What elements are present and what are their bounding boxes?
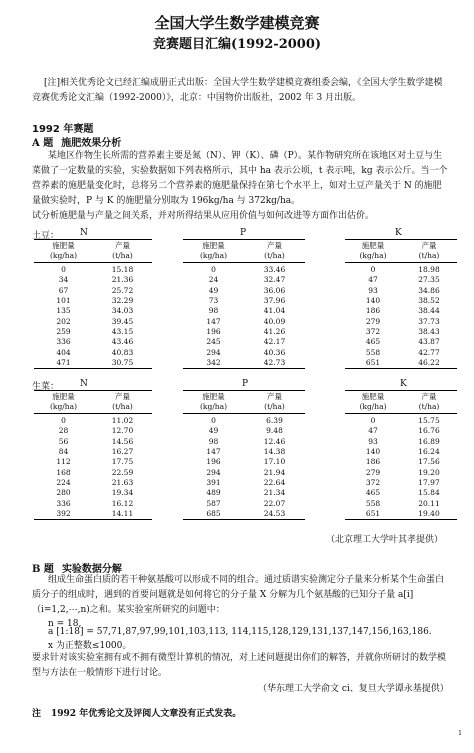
table-row xyxy=(34,275,152,285)
table-row xyxy=(345,426,457,436)
fertilizer-cell: 84 xyxy=(58,447,69,457)
yield-cell: 46.22 xyxy=(418,357,440,367)
fertilizer-cell: 651 xyxy=(365,357,381,367)
fertilizer-cell: 168 xyxy=(56,467,71,477)
fertilizer-cell: 259 xyxy=(56,326,71,336)
header-yield-line2: (t/ha) xyxy=(264,251,285,260)
header-fertilizer-line2: (kg/ha) xyxy=(199,251,228,260)
fertilizer-cell: 140 xyxy=(365,296,381,306)
fertilizer-cell: 93 xyxy=(368,285,378,295)
table-row xyxy=(183,447,305,457)
table-row xyxy=(183,263,305,276)
table-row xyxy=(345,286,457,296)
fertilizer-cell: 465 xyxy=(365,488,381,498)
yield-cell: 32.47 xyxy=(263,275,286,285)
table-row xyxy=(345,347,457,357)
table-row xyxy=(183,426,305,436)
table-row xyxy=(34,447,152,457)
potato-p-label: P xyxy=(240,228,247,238)
header-fertilizer-line1: 施肥量 xyxy=(361,392,385,401)
fertilizer-cell: 245 xyxy=(206,337,221,347)
table-row xyxy=(345,306,457,316)
header-fertilizer xyxy=(183,391,244,414)
problem-a-text-2: 试分析施肥量与产量之间关系，并对所得结果从应用价值与如何改进等方面作出估价。 xyxy=(32,211,375,221)
header-fertilizer-line2: (kg/ha) xyxy=(359,251,387,260)
fertilizer-cell: 489 xyxy=(206,488,221,498)
yield-cell: 27.35 xyxy=(418,275,440,285)
table-row xyxy=(34,498,152,508)
table-row xyxy=(34,488,152,498)
footnote-text: 1992 年优秀论文及评阅人文章没有正式发表。 xyxy=(51,709,242,719)
formula-n: n = 18, xyxy=(48,619,82,629)
header-yield-line1: 产量 xyxy=(421,392,437,401)
potato-k-table xyxy=(345,239,457,369)
yield-cell: 22.64 xyxy=(263,477,286,487)
header-fertilizer-line2: (kg/ha) xyxy=(49,402,78,411)
table-row xyxy=(34,286,152,296)
yield-cell: 16.76 xyxy=(418,426,440,436)
table-row xyxy=(34,316,152,326)
table-row xyxy=(183,306,305,316)
yield-cell: 34.86 xyxy=(418,285,440,295)
fertilizer-cell: 294 xyxy=(206,347,221,357)
yield-cell: 16.27 xyxy=(111,447,134,457)
header-yield-line1: 产量 xyxy=(115,241,130,250)
fertilizer-cell: 202 xyxy=(56,316,71,326)
header-fertilizer xyxy=(345,391,401,414)
problem-a-heading xyxy=(32,134,121,149)
yield-cell: 38.43 xyxy=(418,326,440,336)
header-fertilizer-line1: 施肥量 xyxy=(361,241,385,250)
problem-b-name: 实验数据分解 xyxy=(61,564,122,575)
header-yield-line1: 产量 xyxy=(421,241,437,250)
lettuce-n-table xyxy=(34,390,152,520)
publication-note: [注]相关优秀论文已经汇编成册正式出版：全国大学生数学建模竞赛组委会编，《全国大学生数学建模竞赛优秀论文汇编（1992-2000）》，北京：中国物价出版社，2002 年 3 月出版。 xyxy=(32,78,443,103)
fertilizer-cell: 47 xyxy=(368,426,378,436)
yield-cell: 36.06 xyxy=(263,285,286,295)
yield-cell: 12.70 xyxy=(111,426,134,436)
table-row xyxy=(34,296,152,306)
yield-cell: 21.63 xyxy=(111,477,134,487)
table-row xyxy=(34,437,152,447)
header-fertilizer-line2: (kg/ha) xyxy=(199,402,228,411)
header-yield xyxy=(244,391,305,414)
header-fertilizer-line1: 施肥量 xyxy=(52,392,75,401)
header-fertilizer-line1: 施肥量 xyxy=(202,392,225,401)
table-row xyxy=(183,457,305,467)
header-yield xyxy=(401,391,457,414)
table-row xyxy=(345,358,457,369)
fertilizer-cell: 280 xyxy=(56,488,71,498)
fertilizer-cell: 294 xyxy=(206,467,221,477)
header-yield xyxy=(93,391,152,414)
lettuce-label: 生菜： xyxy=(32,382,60,392)
yield-cell: 37.73 xyxy=(418,316,440,326)
yield-cell: 37.96 xyxy=(263,296,286,306)
fertilizer-cell: 392 xyxy=(56,508,71,518)
header-yield-line1: 产量 xyxy=(115,392,130,401)
problem-b-label: B 题 xyxy=(32,564,54,575)
fertilizer-cell: 196 xyxy=(206,326,221,336)
header-yield-line2: (t/ha) xyxy=(112,251,133,260)
header-fertilizer xyxy=(34,240,93,263)
table-row xyxy=(183,327,305,337)
header-yield-line1: 产量 xyxy=(267,392,282,401)
lettuce-n-label: N xyxy=(80,379,88,389)
yield-cell: 17.97 xyxy=(418,477,440,487)
yield-cell: 19.20 xyxy=(418,467,440,477)
header-yield-line2: (t/ha) xyxy=(112,402,133,411)
table-row xyxy=(34,478,152,488)
table-row xyxy=(183,296,305,306)
problem-a-text-1: 某地区作物生长所需的营养素主要是氮（N）、钾（K）、磷（P）。某作物研究所在该地区对土豆与生菜做了一定数量的实验，实验数据如下列表格所示，其中 ha 表示公顷，t 表示吨，kg 表示公斤。当一个营养素的施肥量变化时，总将另二个营养素的施肥量保持在第七个水平上，如对土豆产量关于 N 的施肥量做实验时，P 与 K 的施肥量分别取为 196kg/ha 与 372kg/ha。 xyxy=(32,151,448,206)
table-row xyxy=(345,498,457,508)
yield-cell: 20.11 xyxy=(418,498,440,508)
fertilizer-cell: 67 xyxy=(58,285,69,295)
table-row xyxy=(183,337,305,347)
header-fertilizer-line2: (kg/ha) xyxy=(359,402,387,411)
yield-cell: 25.72 xyxy=(111,285,134,295)
fertilizer-cell: 372 xyxy=(365,326,381,336)
fertilizer-cell: 465 xyxy=(365,337,381,347)
fertilizer-cell: 98 xyxy=(208,306,219,316)
yield-cell: 19.40 xyxy=(418,508,440,518)
fertilizer-cell: 28 xyxy=(58,426,69,436)
table-row xyxy=(183,347,305,357)
fertilizer-cell: 196 xyxy=(206,457,221,467)
fertilizer-cell: 49 xyxy=(208,285,219,295)
table-row xyxy=(183,437,305,447)
yield-cell: 17.75 xyxy=(111,457,134,467)
yield-cell: 43.46 xyxy=(111,337,134,347)
header-fertilizer-line1: 施肥量 xyxy=(202,241,225,250)
yield-cell: 15.18 xyxy=(111,265,134,275)
problem-a-credit: （北京理工大学叶其孝提供） xyxy=(326,535,444,545)
yield-cell: 22.59 xyxy=(111,467,134,477)
header-fertilizer-line1: 施肥量 xyxy=(52,241,75,250)
table-row xyxy=(345,447,457,457)
table-row xyxy=(34,426,152,436)
fertilizer-cell: 47 xyxy=(368,275,378,285)
document-title: 全国大学生数学建模竞赛 xyxy=(154,14,320,32)
header-yield-line2: (t/ha) xyxy=(264,402,285,411)
fertilizer-cell: 73 xyxy=(208,296,219,306)
table-row xyxy=(183,498,305,508)
table-row xyxy=(34,457,152,467)
yield-cell: 40.36 xyxy=(263,347,286,357)
fertilizer-cell: 24 xyxy=(208,275,219,285)
table-row xyxy=(183,316,305,326)
fertilizer-cell: 404 xyxy=(56,347,71,357)
fertilizer-cell: 186 xyxy=(365,306,381,316)
fertilizer-cell: 0 xyxy=(370,265,376,275)
table-row xyxy=(183,358,305,369)
table-row xyxy=(183,478,305,488)
yield-cell: 41.26 xyxy=(263,326,286,336)
table-row xyxy=(345,316,457,326)
potato-n-table xyxy=(34,239,152,369)
yield-cell: 32.29 xyxy=(111,296,134,306)
header-yield xyxy=(93,240,152,263)
yield-cell: 40.83 xyxy=(111,347,134,357)
header-yield-line2: (t/ha) xyxy=(418,402,440,411)
yield-cell: 42.17 xyxy=(263,337,286,347)
fertilizer-cell: 0 xyxy=(61,416,66,426)
document-subtitle: 竞赛题目汇编(1992-2000) xyxy=(152,37,322,52)
fertilizer-cell: 391 xyxy=(206,477,221,487)
yield-cell: 43.15 xyxy=(111,326,134,336)
lettuce-k-table xyxy=(345,390,457,520)
lettuce-k-label: K xyxy=(400,379,407,389)
page-number: 1 xyxy=(458,730,462,737)
table-row xyxy=(34,263,152,276)
header-fertilizer xyxy=(34,391,93,414)
fertilizer-cell: 558 xyxy=(365,498,381,508)
potato-k-label: K xyxy=(395,228,402,238)
fertilizer-cell: 336 xyxy=(56,498,71,508)
fertilizer-cell: 685 xyxy=(206,508,221,518)
table-row xyxy=(345,263,457,276)
fertilizer-cell: 147 xyxy=(206,447,221,457)
table-row xyxy=(34,337,152,347)
yield-cell: 16.12 xyxy=(111,498,134,508)
table-row xyxy=(345,296,457,306)
fertilizer-cell: 98 xyxy=(208,436,219,446)
fertilizer-cell: 101 xyxy=(56,296,71,306)
yield-cell: 34.03 xyxy=(111,306,134,316)
table-row xyxy=(345,478,457,488)
fertilizer-cell: 471 xyxy=(56,357,71,367)
fertilizer-cell: 93 xyxy=(368,436,378,446)
yield-cell: 24.53 xyxy=(263,508,286,518)
fertilizer-cell: 0 xyxy=(211,265,216,275)
table-row xyxy=(345,327,457,337)
header-yield xyxy=(401,240,457,263)
footnote xyxy=(32,706,241,719)
yield-cell: 16.24 xyxy=(418,447,440,457)
table-row xyxy=(183,275,305,285)
potato-p-table xyxy=(183,239,305,369)
problem-a-paragraph xyxy=(32,149,450,224)
table-row xyxy=(345,457,457,467)
table-row xyxy=(34,509,152,520)
table-row xyxy=(183,286,305,296)
year-heading: 1992 年赛题 xyxy=(32,124,94,135)
yield-cell: 17.10 xyxy=(263,457,286,467)
formula-a: a [1:18] = 57,71,87,97,99,101,103,113, 114,115,128,129,131,137,147,156,163,186. xyxy=(48,627,432,637)
table-row xyxy=(345,414,457,427)
footnote-label: 注 xyxy=(32,709,42,719)
yield-cell: 33.46 xyxy=(263,265,286,275)
yield-cell: 30.75 xyxy=(111,357,134,367)
yield-cell: 21.36 xyxy=(111,275,134,285)
fertilizer-cell: 279 xyxy=(365,467,381,477)
fertilizer-cell: 372 xyxy=(365,477,381,487)
fertilizer-cell: 342 xyxy=(206,357,221,367)
yield-cell: 6.39 xyxy=(266,416,283,426)
table-row xyxy=(345,337,457,347)
table-row xyxy=(183,414,305,427)
header-yield xyxy=(244,240,305,263)
yield-cell: 39.45 xyxy=(111,316,134,326)
table-row xyxy=(34,414,152,427)
yield-cell: 42.77 xyxy=(418,347,440,357)
fertilizer-cell: 147 xyxy=(206,316,221,326)
header-fertilizer-line2: (kg/ha) xyxy=(49,251,78,260)
fertilizer-cell: 651 xyxy=(365,508,381,518)
problem-b-paragraph-2: 要求针对该实验室拥有或不拥有微型计算机的情况，对上述问题提出你们的解答，并就你所研讨的数学模型与方法在一般情形下进行讨论。 xyxy=(32,653,447,678)
yield-cell: 12.46 xyxy=(263,436,286,446)
problem-a-name: 施肥效果分析 xyxy=(61,138,122,149)
lettuce-p-label: P xyxy=(242,379,249,389)
fertilizer-cell: 279 xyxy=(365,316,381,326)
table-row xyxy=(34,327,152,337)
fertilizer-cell: 0 xyxy=(211,416,216,426)
yield-cell: 18.98 xyxy=(418,265,440,275)
yield-cell: 15.75 xyxy=(418,416,440,426)
fertilizer-cell: 558 xyxy=(365,347,381,357)
fertilizer-cell: 112 xyxy=(56,457,71,467)
header-yield-line2: (t/ha) xyxy=(418,251,440,260)
header-yield-line1: 产量 xyxy=(267,241,282,250)
fertilizer-cell: 34 xyxy=(58,275,69,285)
yield-cell: 14.38 xyxy=(263,447,286,457)
table-row xyxy=(34,467,152,477)
table-row xyxy=(345,488,457,498)
formula-x: x 为正整数≤1000。 xyxy=(48,641,132,651)
fertilizer-cell: 140 xyxy=(365,447,381,457)
yield-cell: 38.44 xyxy=(418,306,440,316)
fertilizer-cell: 224 xyxy=(56,477,71,487)
table-row xyxy=(345,437,457,447)
potato-label: 土豆： xyxy=(32,231,60,241)
fertilizer-cell: 135 xyxy=(56,306,71,316)
yield-cell: 40.09 xyxy=(263,316,286,326)
problem-b-credit: （华东理工大学俞文 ci、复旦大学谭永基提供） xyxy=(258,684,449,694)
yield-cell: 11.02 xyxy=(111,416,134,426)
yield-cell: 15.84 xyxy=(418,488,440,498)
table-row xyxy=(183,467,305,477)
table-row xyxy=(345,509,457,520)
yield-cell: 9.48 xyxy=(266,426,283,436)
yield-cell: 22.07 xyxy=(263,498,286,508)
problem-b-paragraph: 组成生命蛋白质的若干种氨基酸可以形成不同的组合。通过质谱实验测定分子量来分析某个生命蛋白质分子的组成时，遇到的首要问题就是如何将它的分子量 X 分解为几个氨基酸的已知分子量 a[i]（i=1,2,⋯,n)之和。某实验室所研究的问题中： xyxy=(32,575,445,615)
yield-cell: 21.34 xyxy=(263,488,286,498)
yield-cell: 21.94 xyxy=(263,467,286,477)
fertilizer-cell: 186 xyxy=(365,457,381,467)
fertilizer-cell: 0 xyxy=(370,416,376,426)
fertilizer-cell: 336 xyxy=(56,337,71,347)
header-fertilizer xyxy=(345,240,401,263)
yield-cell: 41.04 xyxy=(263,306,286,316)
table-row xyxy=(183,509,305,520)
table-row xyxy=(345,467,457,477)
header-fertilizer xyxy=(183,240,244,263)
fertilizer-cell: 587 xyxy=(206,498,221,508)
fertilizer-cell: 0 xyxy=(61,265,66,275)
potato-n-label: N xyxy=(80,228,88,238)
fertilizer-cell: 49 xyxy=(208,426,219,436)
table-row xyxy=(34,347,152,357)
table-row xyxy=(183,488,305,498)
yield-cell: 19.34 xyxy=(111,488,134,498)
yield-cell: 38.52 xyxy=(418,296,440,306)
yield-cell: 17.56 xyxy=(418,457,440,467)
table-row xyxy=(34,306,152,316)
fertilizer-cell: 56 xyxy=(58,436,69,446)
yield-cell: 14.56 xyxy=(111,436,134,446)
table-row xyxy=(345,275,457,285)
table-row xyxy=(34,358,152,369)
lettuce-p-table xyxy=(183,390,305,520)
yield-cell: 16.89 xyxy=(418,436,440,446)
yield-cell: 14.11 xyxy=(111,508,134,518)
yield-cell: 43.87 xyxy=(418,337,440,347)
yield-cell: 42.73 xyxy=(263,357,286,367)
problem-a-label: A 题 xyxy=(32,138,54,149)
